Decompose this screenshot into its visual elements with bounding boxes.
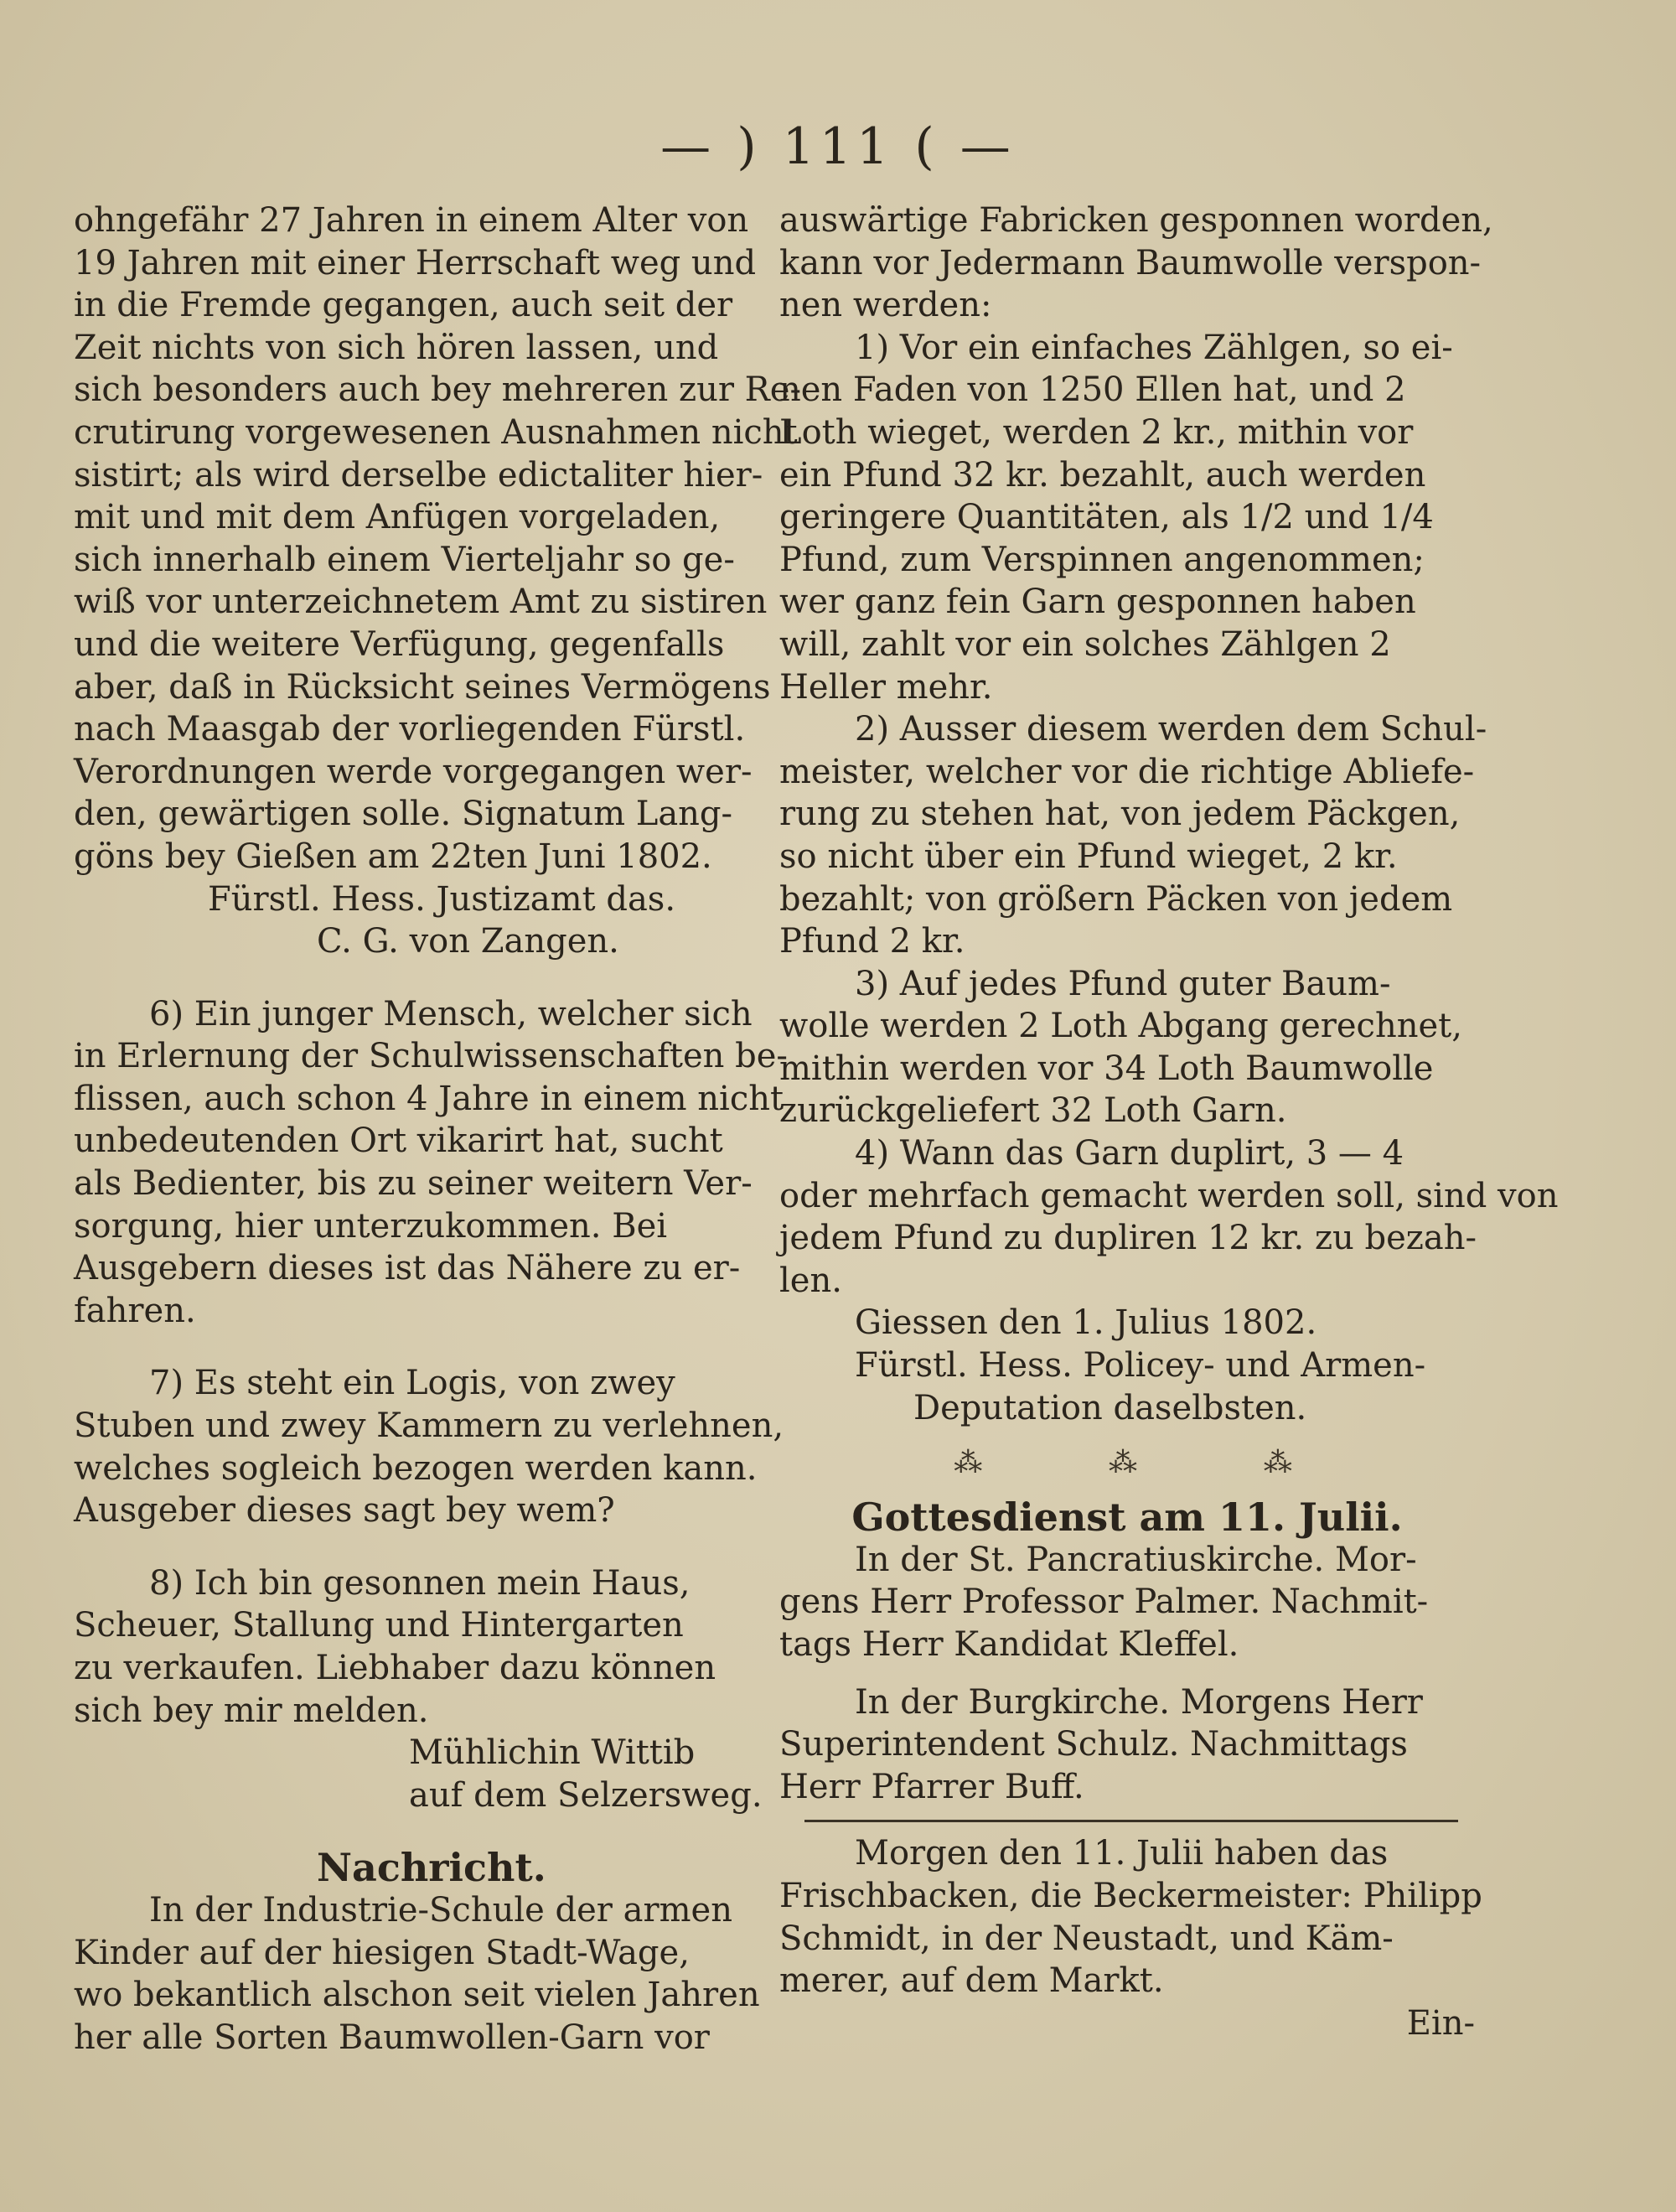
text-line: so nicht über ein Pfund wieget, 2 kr. <box>779 837 1398 876</box>
text-line: tags Herr Kandidat Kleffel. <box>779 1625 1239 1664</box>
text-line: bezahlt; von größern Päcken von jedem <box>779 879 1453 919</box>
text-line: rung zu stehen hat, von jedem Päckgen, <box>779 795 1461 834</box>
text-line: Kinder auf der hiesigen Stadt-Wage, <box>74 1933 690 1972</box>
text-line: oder mehrfach gemacht werden soll, sind von <box>779 1176 1559 1215</box>
text-line: unbedeutenden Ort vikarirt hat, sucht <box>74 1122 723 1161</box>
text-line: wer ganz fein Garn gesponnen haben <box>779 583 1416 622</box>
notice-6 <box>74 993 788 1333</box>
text-line: sistirt; als wird derselbe edictaliter hier- <box>74 455 763 495</box>
gottesdienst-notice <box>779 1496 1475 1808</box>
text-line: sich besonders auch bey mehreren zur Re- <box>74 370 801 410</box>
text-line: Schmidt, in der Neustadt, und Käm- <box>779 1919 1394 1958</box>
right-column <box>779 199 1559 2044</box>
signature-office: Fürstl. Hess. Policey- und Armen- <box>855 1346 1426 1386</box>
text-line: jedem Pfund zu dupliren 12 kr. zu bezah- <box>779 1219 1477 1258</box>
text-line: her alle Sorten Baumwollen-Garn vor <box>74 2018 710 2057</box>
text-line: gens Herr Professor Palmer. Nachmit- <box>779 1583 1429 1622</box>
text-line: wolle werden 2 Loth Abgang gerechnet, <box>779 1007 1462 1046</box>
notice-7 <box>74 1362 784 1531</box>
text-line: sorgung, hier unterzukommen. Bei <box>74 1206 668 1246</box>
nachricht-notice <box>74 1847 761 2059</box>
ornament-icon: ⁂ <box>1263 1446 1301 1480</box>
text-line: ein Pfund 32 kr. bezahlt, auch werden <box>779 455 1426 495</box>
ornament-icon: ⁂ <box>954 1446 991 1480</box>
signature-address: auf dem Selzersweg. <box>409 1775 763 1815</box>
text-line: sich innerhalb einem Vierteljahr so ge- <box>74 540 735 579</box>
text-line: will, zahlt vor ein solches Zählgen 2 <box>779 624 1391 664</box>
text-line: Ausgebern dieses ist das Nähere zu er- <box>74 1249 741 1288</box>
text-line: als Bedienter, bis zu seiner weitern Ver- <box>74 1164 753 1204</box>
text-line: 2) Ausser diesem werden dem Schul- <box>855 710 1487 749</box>
nachricht-title: Nachricht. <box>317 1845 546 1891</box>
bakers-notice <box>779 1832 1482 2044</box>
text-line: merer, auf dem Markt. <box>779 1961 1164 2001</box>
text-line: sich bey mir melden. <box>74 1691 429 1730</box>
ornament-icon: ⁂ <box>1109 1446 1146 1480</box>
text-line: 8) Ich bin gesonnen mein Haus, <box>149 1563 691 1603</box>
text-line: In der St. Pancratiuskirche. Mor- <box>855 1540 1417 1579</box>
text-line: nach Maasgab der vorliegenden Fürstl. <box>74 710 746 749</box>
text-line: Loth wieget, werden 2 kr., mithin vor <box>779 412 1414 452</box>
gottesdienst-title: Gottesdienst am 11. Julii. <box>851 1495 1403 1541</box>
text-line: Pfund, zum Verspinnen angenommen; <box>779 540 1425 579</box>
signature-name: C. G. von Zangen. <box>317 922 619 961</box>
text-line: Verordnungen werde vorgegangen wer- <box>74 752 753 791</box>
catchword: Ein- <box>1406 2003 1475 2043</box>
text-line: In der Burgkirche. Morgens Herr <box>855 1682 1423 1722</box>
text-line: Frischbacken, die Beckermeister: Philipp <box>779 1876 1482 1915</box>
text-line: 19 Jahren mit einer Herrschaft weg und <box>74 243 757 282</box>
spacer <box>74 963 761 993</box>
text-line: auswärtige Fabricken gesponnen worden, <box>779 201 1493 240</box>
nachricht-continuation <box>779 199 1559 1429</box>
text-line: wiß vor unterzeichnetem Amt zu sistiren <box>74 583 768 622</box>
text-line: 7) Es steht ein Logis, von zwey <box>149 1364 675 1403</box>
text-line: Superintendent Schulz. Nachmittags <box>779 1725 1408 1764</box>
text-line: meister, welcher vor die richtige Abliefe- <box>779 752 1475 791</box>
horizontal-rule <box>804 1820 1458 1822</box>
text-line: wo bekantlich alschon seit vielen Jahren <box>74 1976 760 2015</box>
text-line: göns bey Gießen am 22ten Juni 1802. <box>74 837 712 876</box>
text-line: 4) Wann das Garn duplirt, 3 — 4 <box>855 1134 1404 1173</box>
text-line: zu verkaufen. Liebhaber dazu können <box>74 1649 716 1687</box>
text-line: mit und mit dem Anfügen vorgeladen, <box>74 498 721 537</box>
text-line: zurückgeliefert 32 Loth Garn. <box>779 1091 1287 1131</box>
signature-office-cont: Deputation daselbsten. <box>913 1388 1307 1427</box>
spacer <box>779 1666 1475 1681</box>
text-line: crutirung vorgewesenen Ausnahmen nicht <box>74 412 798 452</box>
signature-name: Mühlichin Wittib <box>409 1733 696 1773</box>
ornament-divider <box>779 1429 1475 1496</box>
signature-office: Fürstl. Hess. Justizamt das. <box>208 879 676 919</box>
notice-1 <box>74 199 801 963</box>
left-column <box>74 199 801 2059</box>
text-line: fahren. <box>74 1291 196 1330</box>
text-line: 3) Auf jedes Pfund guter Baum- <box>855 964 1391 1003</box>
text-line: nen werden: <box>779 286 992 325</box>
text-line: in die Fremde gegangen, auch seit der <box>74 286 733 325</box>
text-line: len. <box>779 1261 842 1300</box>
text-line: Pfund 2 kr. <box>779 922 965 961</box>
spacer <box>74 1816 761 1847</box>
notice-8 <box>74 1562 761 1817</box>
text-line: und die weitere Verfügung, gegenfalls <box>74 624 725 664</box>
date-line: Giessen den 1. Julius 1802. <box>855 1303 1317 1343</box>
text-line: Zeit nichts von sich hören lassen, und <box>74 328 719 367</box>
text-line: 1) Vor ein einfaches Zählgen, so ei- <box>855 328 1453 367</box>
text-line: ohngefähr 27 Jahren in einem Alter von <box>74 201 749 240</box>
text-line: mithin werden vor 34 Loth Baumwolle <box>779 1049 1434 1088</box>
text-line: Herr Pfarrer Buff. <box>779 1767 1084 1806</box>
text-line: 6) Ein junger Mensch, welcher sich <box>149 994 753 1033</box>
text-line: In der Industrie-Schule der armen <box>149 1890 732 1930</box>
text-line: nen Faden von 1250 Ellen hat, und 2 <box>779 370 1406 410</box>
spacer <box>74 1332 761 1362</box>
page-number-header: — ) 111 ( — <box>660 117 1016 176</box>
text-line: den, gewärtigen solle. Signatum Lang- <box>74 795 733 834</box>
text-line: Ausgeber dieses sagt bey wem? <box>74 1491 615 1531</box>
text-line: welches sogleich bezogen werden kann. <box>74 1448 758 1488</box>
text-line: kann vor Jedermann Baumwolle verspon- <box>779 243 1482 282</box>
text-line: in Erlernung der Schulwissenschaften be- <box>74 1037 788 1076</box>
text-line: Stuben und zwey Kammern zu verlehnen, <box>74 1406 784 1446</box>
spacer <box>74 1532 761 1562</box>
text-line: flissen, auch schon 4 Jahre in einem nicht <box>74 1079 784 1118</box>
text-line: Scheuer, Stallung und Hintergarten <box>74 1606 684 1645</box>
text-line: Heller mehr. <box>779 667 993 707</box>
text-line: aber, daß in Rücksicht seines Vermögens <box>74 667 771 707</box>
text-line: Morgen den 11. Julii haben das <box>855 1834 1389 1873</box>
text-line: geringere Quantitäten, als 1/2 und 1/4 <box>779 498 1434 537</box>
